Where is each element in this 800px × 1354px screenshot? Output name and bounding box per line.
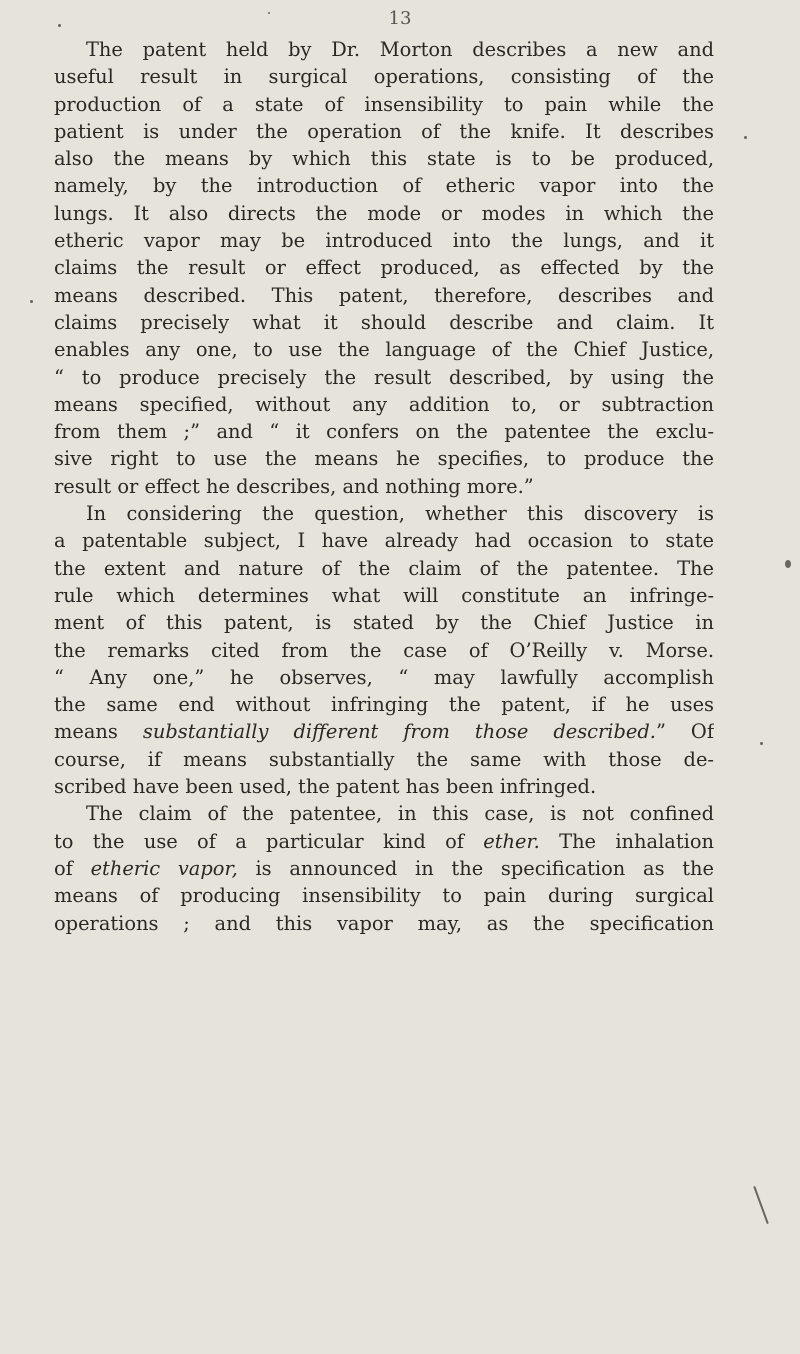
text-line: result or effect he describes, and nothing more.”: [54, 474, 534, 498]
line-text: to the use of a particular kind of: [54, 829, 484, 853]
italic-text: ether.: [483, 829, 540, 853]
scan-speck: [58, 24, 61, 27]
text-line: ment of this patent, is stated by the Chief Justice in: [54, 611, 714, 635]
text-line: enables any one, to use the language of the Chief Justice,: [54, 338, 714, 362]
text-line: etheric vapor may be introduced into the lungs, and it: [54, 229, 714, 253]
text-line: claims the result or effect produced, as effected by the: [54, 256, 714, 280]
text-line: The patent held by Dr. Morton describes a new and: [86, 38, 714, 61]
text-line: also the means by which this state is to be produced,: [54, 147, 714, 171]
text-line: production of a state of insensibility to pain while the: [54, 92, 714, 116]
scan-speck: [268, 12, 270, 14]
body-text: [54, 36, 714, 937]
text-line: course, if means substantially the same with those de-: [54, 747, 714, 771]
italic-text: etheric vapor,: [90, 856, 238, 880]
text-line: lungs. It also directs the mode or modes in which the: [54, 201, 714, 225]
text-line: scribed have been used, the patent has been infringed.: [54, 775, 597, 799]
scan-speck: [760, 742, 763, 745]
text-line: In considering the question, whether this discovery is: [86, 502, 714, 526]
line-text: of: [54, 856, 91, 880]
text-line: namely, by the introduction of etheric vapor into the: [54, 174, 714, 198]
line-text: means: [54, 720, 143, 744]
text-line: rule which determines what will constitute an infringe-: [54, 583, 714, 607]
text-line: from them ;” and “ it confers on the patentee the exclu-: [54, 420, 714, 444]
text-line: the same end without infringing the patent, if he uses: [54, 693, 714, 717]
line-text: ” Of: [655, 720, 714, 744]
text-line: operations ; and this vapor may, as the specification: [54, 911, 714, 935]
text-line: useful result in surgical operations, consisting of the: [54, 65, 714, 89]
text-line: “ to produce precisely the result described, by using the: [54, 365, 714, 389]
text-line-emphasis: [54, 828, 714, 855]
scan-speck: [30, 300, 33, 303]
scan-speck: [744, 136, 747, 139]
text-line-emphasis: [54, 718, 714, 745]
text-line: the extent and nature of the claim of the patentee. The: [54, 556, 714, 580]
text-line: the remarks cited from the case of O’Reilly v. Morse.: [54, 638, 714, 662]
line-text: The inhalation: [539, 829, 714, 853]
italic-text: substantially different from those described.: [142, 720, 656, 744]
line-text: is announced in the specification as the: [237, 856, 714, 880]
text-line: patient is under the operation of the knife. It describes: [54, 119, 714, 143]
text-line: means of producing insensibility to pain during surgical: [54, 884, 714, 908]
text-line: means specified, without any addition to, or subtraction: [54, 392, 714, 416]
text-line: “ Any one,” he observes, “ may lawfully accomplish: [54, 665, 714, 689]
scan-speck: [753, 1186, 769, 1224]
text-line: claims precisely what it should describe and claim. It: [54, 310, 714, 334]
text-line: The claim of the patentee, in this case, is not confined: [86, 802, 714, 826]
text-line: sive right to use the means he specifies, to produce the: [54, 447, 714, 471]
page-number: 13: [388, 8, 412, 29]
scan-speck: [785, 560, 791, 568]
text-line: means described. This patent, therefore, describes and: [54, 283, 714, 307]
text-line-emphasis: [54, 855, 714, 882]
text-line: a patentable subject, I have already had occasion to state: [54, 529, 714, 553]
